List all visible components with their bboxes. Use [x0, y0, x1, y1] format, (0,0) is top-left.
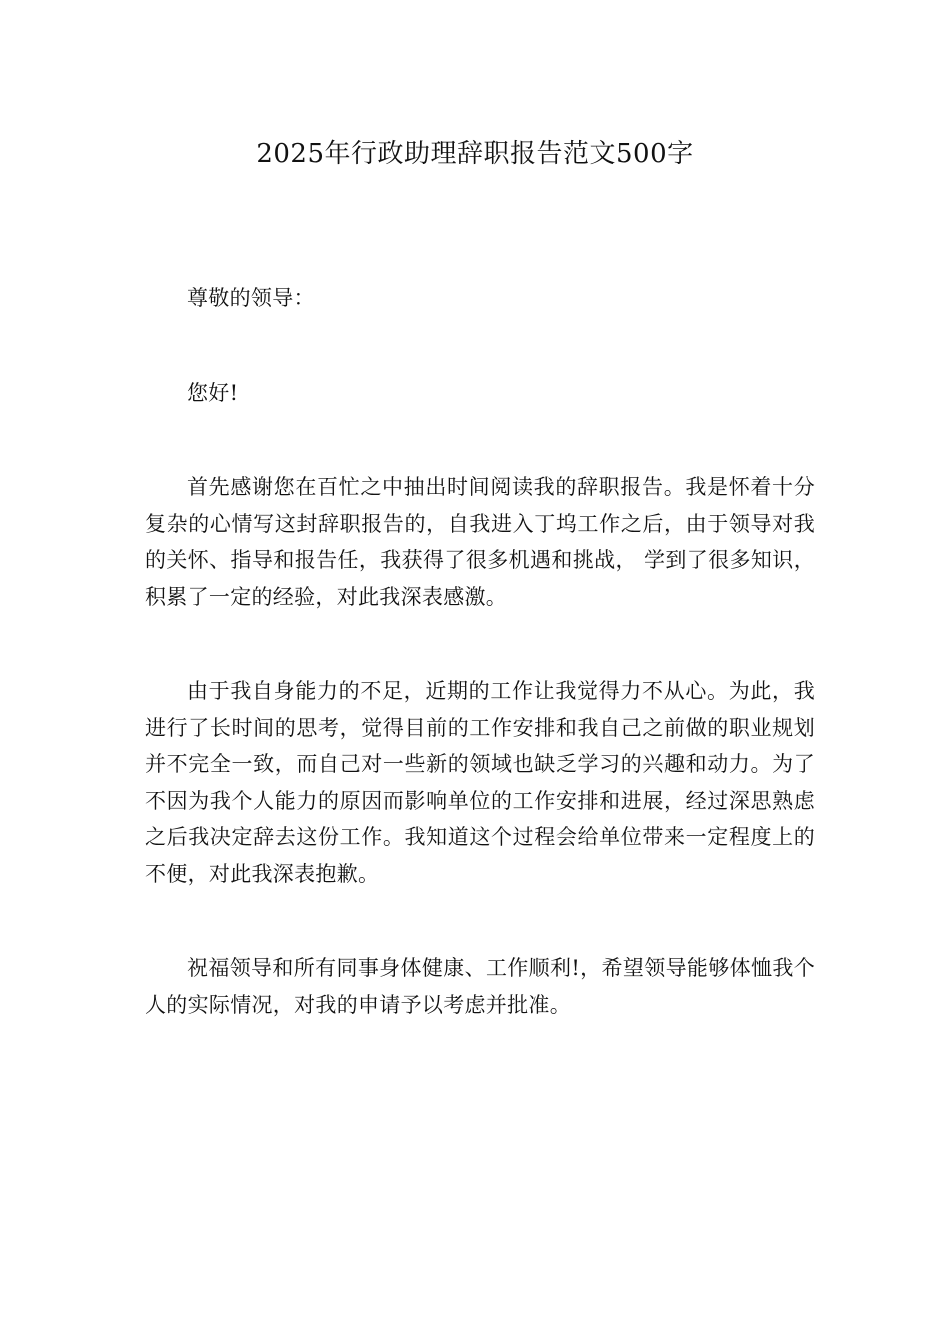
greeting: 您好!: [187, 380, 239, 405]
paragraph-gratitude: 首先感谢您在百忙之中抽出时间阅读我的辞职报告。我是怀着十分复杂的心情写这封辞职报告的，自我进入丁坞工作之后，由于领导对我的关怀、指导和报告任，我获得了很多机遇和挑战， 学到了很多知识，积累了一定的经验，对此我深表感激。: [145, 475, 815, 609]
document-body: [145, 280, 815, 1023]
document-title: 2025年行政助理辞职报告范文500字: [256, 139, 694, 169]
paragraph-closing: 祝福领导和所有同事身体健康、工作顺利!，希望领导能够体恤我个人的实际情况，对我的申请予以考虑并批准。: [145, 956, 815, 1017]
paragraph-reason: 由于我自身能力的不足，近期的工作让我觉得力不从心。为此，我进行了长时间的思考，觉得目前的工作安排和我自己之前做的职业规划并不完全一致，而自己对一些新的领域也缺乏学习的兴趣和动力。为了不因为我个人能力的原因而影响单位的工作安排和进展，经过深思熟虑之后我决定辞去这份工作。我知道这个过程会给单位带来一定程度上的不便，对此我深表抱歉。: [145, 679, 815, 886]
salutation: 尊敬的领导：: [187, 286, 315, 310]
